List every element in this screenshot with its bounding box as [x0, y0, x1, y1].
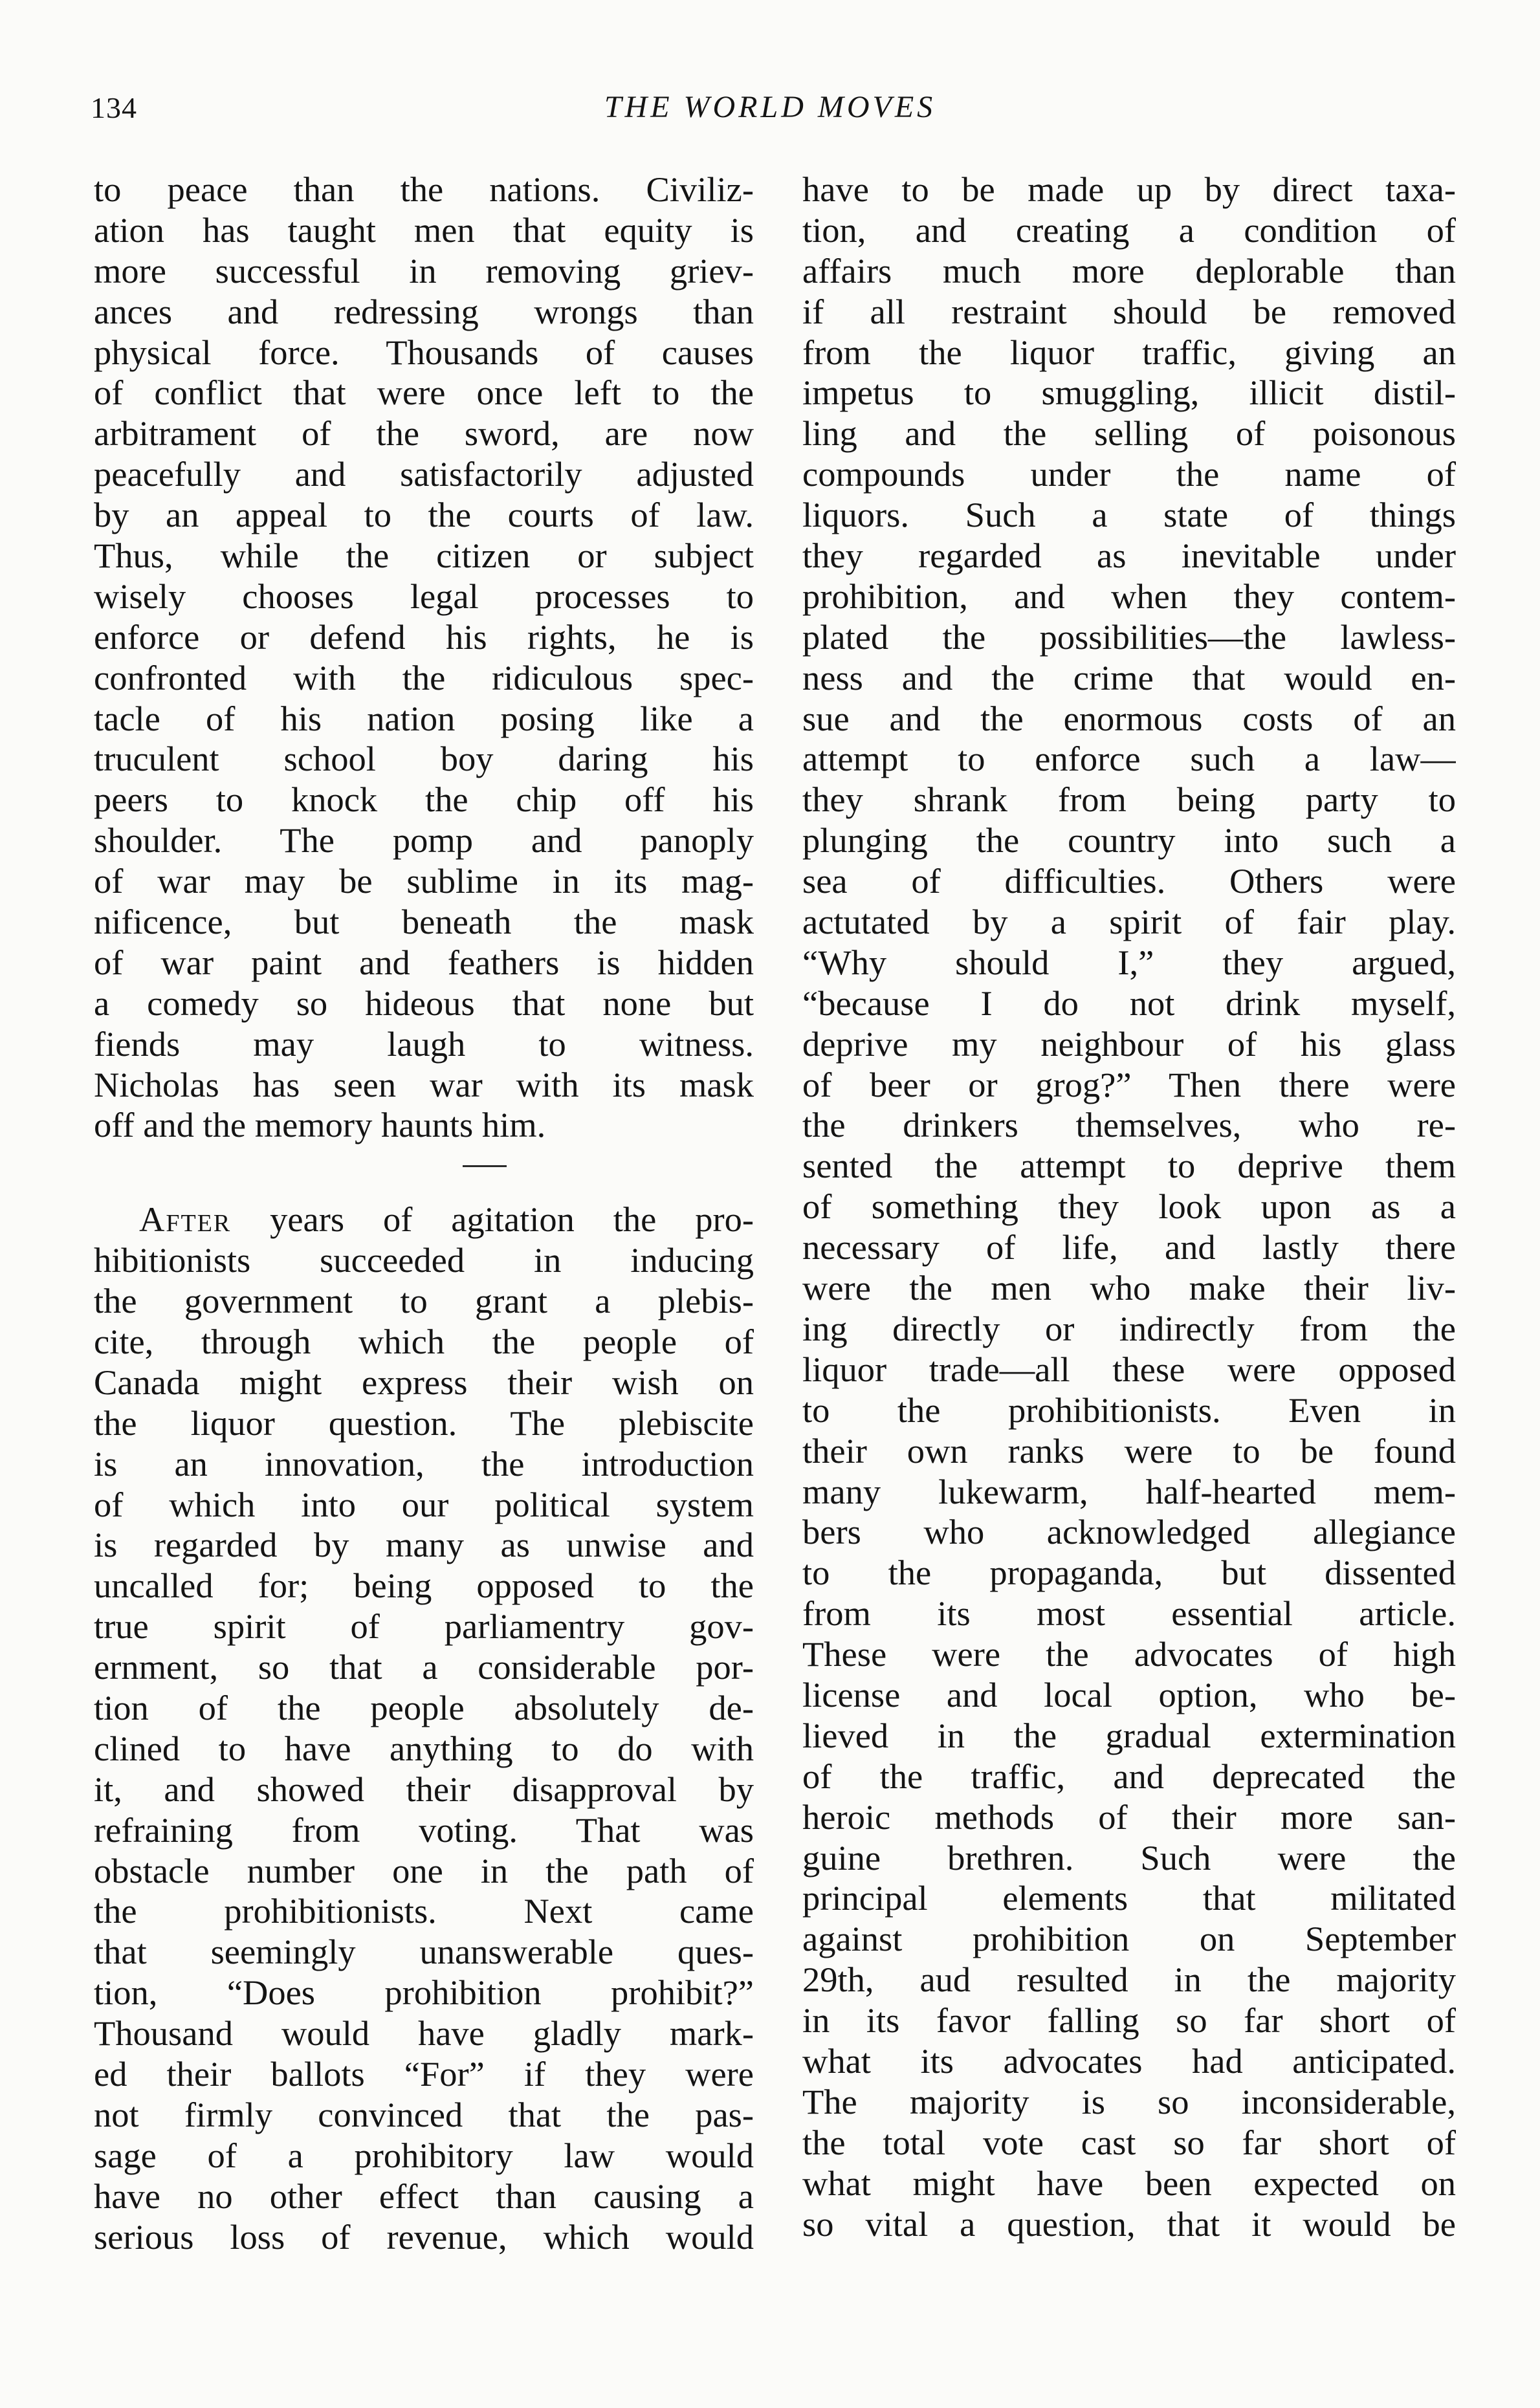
text-line: what its advocates had anticipated. [802, 2041, 1456, 2081]
text-line: tacle of his nation posing like a [94, 698, 754, 738]
text-line: liquor trade—all these were opposed [802, 1349, 1456, 1389]
text-line: sage of a prohibitory law would [94, 2135, 754, 2175]
text-line: bers who acknowledged allegiance [802, 1512, 1456, 1552]
text-line: affairs much more deplorable than [802, 250, 1456, 290]
text-line: Nicholas has seen war with its mask [94, 1064, 754, 1104]
text-line: peers to knock the chip off his [94, 780, 754, 820]
text-line: in its favor falling so far short of [802, 2000, 1456, 2041]
text-line: tion of the people absolutely de- [94, 1687, 754, 1727]
text-line: of war paint and feathers is hidden [94, 942, 754, 982]
text-line: necessary of life, and lastly there [802, 1227, 1456, 1267]
text-line: from the liquor traffic, giving an [802, 332, 1456, 372]
text-line: principal elements that militated [802, 1878, 1456, 1918]
text-line: obstacle number one in the path of [94, 1850, 754, 1890]
text-line: prohibition, and when they contem- [802, 576, 1456, 616]
text-line: it, and showed their disapproval by [94, 1769, 754, 1809]
running-title: THE WORLD MOVES [604, 90, 936, 124]
text-line: of war may be sublime in its mag- [94, 861, 754, 901]
text-line: lieved in the gradual extermination [802, 1715, 1456, 1755]
text-line: ed their ballots “For” if they were [94, 2053, 754, 2094]
text-line: peacefully and satisfactorily adjusted [94, 454, 754, 494]
text-line: the prohibitionists. Next came [94, 1891, 754, 1931]
text-line: from its most essential article. [802, 1593, 1456, 1634]
text-line: the drinkers themselves, who re- [802, 1105, 1456, 1145]
text-line: plated the possibilities—the lawless- [802, 617, 1456, 657]
text-line: attempt to enforce such a law— [802, 739, 1456, 779]
text-line: heroic methods of their more san- [802, 1797, 1456, 1837]
text-line: is an innovation, the introduction [94, 1443, 754, 1483]
line-text: years of agitation the pro- [231, 1199, 754, 1240]
text-line: to peace than the nations. Civiliz- [94, 170, 754, 209]
text-line: sented the attempt to deprive them [802, 1146, 1456, 1186]
text-line: enforce or defend his rights, he is [94, 617, 754, 657]
text-line: more successful in removing griev- [94, 250, 754, 290]
text-line: they shrank from being party to [802, 780, 1456, 820]
text-line: liquors. Such a state of things [802, 495, 1456, 535]
text-line: physical force. Thousands of causes [94, 332, 754, 372]
text-line: wisely chooses legal processes to [94, 576, 754, 616]
paragraph-war [94, 170, 754, 1146]
text-line: confronted with the ridiculous spec- [94, 657, 754, 697]
text-line: serious loss of revenue, which would [94, 2216, 754, 2257]
text-line: sea of difficulties. Others were [802, 861, 1456, 901]
text-line: the government to grant a plebis- [94, 1281, 754, 1321]
paragraph-plebiscite [94, 1199, 754, 2257]
text-line: have to be made up by direct taxa- [802, 170, 1456, 209]
text-line: have no other effect than causing a [94, 2176, 754, 2216]
text-line: tion, “Does prohibition prohibit?” [94, 1973, 754, 2013]
text-line: true spirit of parliamentry gov- [94, 1606, 754, 1647]
text-line: is regarded by many as unwise and [94, 1525, 754, 1565]
drop-word: After [139, 1199, 232, 1240]
text-line: ing directly or indirectly from the [802, 1308, 1456, 1348]
text-line: fiends may laugh to witness. [94, 1023, 754, 1064]
text-line: Thousand would have gladly mark- [94, 2013, 754, 2053]
text-line: to the propaganda, but dissented [802, 1553, 1456, 1593]
text-line: ness and the crime that would en- [802, 657, 1456, 697]
text-line: license and local option, who be- [802, 1674, 1456, 1714]
text-line: 29th, aud resulted in the majority [802, 1960, 1456, 2000]
text-line: of the traffic, and deprecated the [802, 1756, 1456, 1796]
text-line: hibitionists succeeded in inducing [94, 1240, 754, 1280]
text-line: tion, and creating a condition of [802, 210, 1456, 250]
text-line: off and the memory haunts him. [94, 1105, 546, 1145]
text-line: if all restraint should be removed [802, 291, 1456, 331]
text-line: impetus to smuggling, illicit distil- [802, 373, 1456, 413]
text-line: of conflict that were once left to the [94, 373, 754, 413]
text-line: sue and the enormous costs of an [802, 698, 1456, 738]
right-column [802, 170, 1456, 2244]
text-line: ation has taught men that equity is [94, 210, 754, 250]
text-line: the total vote cast so far short of [802, 2122, 1456, 2162]
page-number: 134 [91, 91, 137, 124]
text-line: nificence, but beneath the mask [94, 902, 754, 942]
text-line: to the prohibitionists. Even in [802, 1390, 1456, 1430]
text-line: clined to have anything to do with [94, 1728, 754, 1768]
text-line: compounds under the name of [802, 454, 1456, 494]
text-line: “because I do not drink myself, [802, 983, 1456, 1023]
text-line [94, 1199, 754, 1240]
text-line: of which into our political system [94, 1484, 754, 1524]
text-line: what might have been expected on [802, 2163, 1456, 2203]
text-line: deprive my neighbour of his glass [802, 1023, 1456, 1064]
text-line: plunging the country into such a [802, 820, 1456, 860]
text-line: ernment, so that a considerable por- [94, 1647, 754, 1687]
text-line: many lukewarm, half-hearted mem- [802, 1471, 1456, 1511]
text-line: not firmly convinced that the pas- [94, 2094, 754, 2134]
text-line: that seemingly unanswerable ques- [94, 1932, 754, 1972]
text-line: guine brethren. Such were the [802, 1837, 1456, 1877]
text-line: cite, through which the people of [94, 1321, 754, 1361]
text-line: refraining from voting. That was [94, 1810, 754, 1850]
text-line: of something they look upon as a [802, 1187, 1456, 1227]
text-line: truculent school boy daring his [94, 739, 754, 779]
text-line: The majority is so inconsiderable, [802, 2081, 1456, 2121]
text-line: shoulder. The pomp and panoply [94, 820, 754, 860]
text-line: by an appeal to the courts of law. [94, 495, 754, 535]
text-line: These were the advocates of high [802, 1634, 1456, 1674]
text-line: were the men who make their liv- [802, 1268, 1456, 1308]
left-column [94, 170, 754, 2257]
text-line: Canada might express their wish on [94, 1362, 754, 1402]
text-line: against prohibition on September [802, 1919, 1456, 1959]
text-line: a comedy so hideous that none but [94, 983, 754, 1023]
text-line: their own ranks were to be found [802, 1430, 1456, 1471]
section-divider [94, 1146, 754, 1187]
text-line: actutated by a spirit of fair play. [802, 902, 1456, 942]
text-line: they regarded as inevitable under [802, 536, 1456, 576]
text-line: ances and redressing wrongs than [94, 291, 754, 331]
text-line: so vital a question, that it would be [802, 2204, 1456, 2244]
text-line: of beer or grog?” Then there were [802, 1064, 1456, 1104]
text-line: arbitrament of the sword, are now [94, 413, 754, 454]
text-line: the liquor question. The plebiscite [94, 1403, 754, 1443]
text-line: ling and the selling of poisonous [802, 413, 1456, 454]
text-line: Thus, while the citizen or subject [94, 536, 754, 576]
text-line: “Why should I,” they argued, [802, 942, 1456, 982]
text-line: uncalled for; being opposed to the [94, 1566, 754, 1606]
